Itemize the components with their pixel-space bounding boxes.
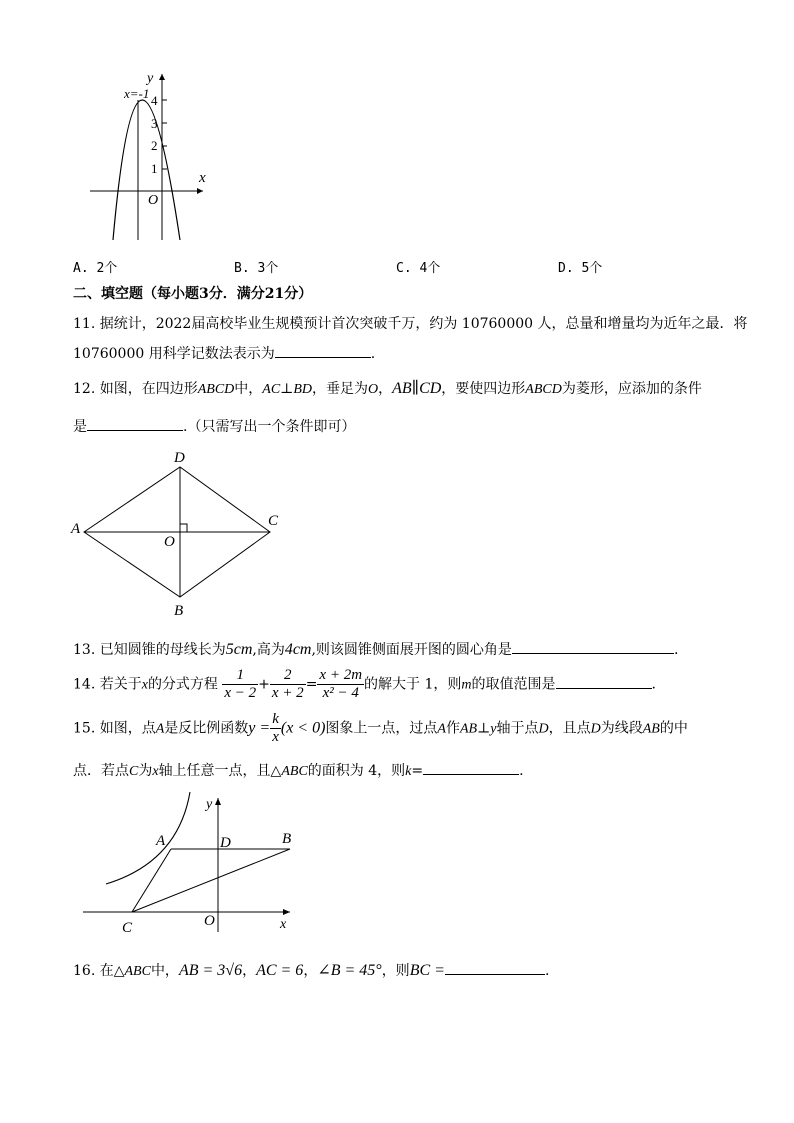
q15-D: D <box>538 721 549 737</box>
tick-3: 3 <box>151 116 158 131</box>
q15-l2a: 点．若点 <box>73 763 129 779</box>
q13-prefix: 13. 已知圆锥的母线长为 <box>73 642 226 658</box>
q12-tail2: 为菱形，应添加的条件 <box>561 381 702 397</box>
q15-line2 <box>73 760 524 780</box>
q15-mid7: 的中 <box>659 720 688 737</box>
q16-ac: AC = 6 <box>256 962 304 979</box>
q12-shi: 是 <box>73 419 87 435</box>
q12-answer-blank[interactable] <box>87 416 183 431</box>
q15-C: C <box>129 764 139 779</box>
option-a: A. 2个 <box>73 261 118 276</box>
q16-answer-blank[interactable] <box>445 960 545 975</box>
q15-prefix: 15. 如图，点 <box>73 720 156 737</box>
q12-mid2: ，垂足为 <box>312 381 368 397</box>
q15-yeq: y = <box>248 719 271 737</box>
q15-k: k <box>405 764 412 779</box>
q12-num: 12. 如图，在四边形 <box>73 381 198 397</box>
q15-mid5: ，且点 <box>548 720 591 737</box>
q15-mid1: 是反比例函数 <box>164 720 249 737</box>
q15-answer-blank[interactable] <box>423 760 519 775</box>
q13-line <box>73 639 678 659</box>
q15-mid3: 作 <box>445 720 460 737</box>
q14-end: . <box>651 676 656 693</box>
q12-mid1: 中， <box>234 381 263 397</box>
q15-mid6: 为线段 <box>600 720 643 737</box>
vertex-B: B <box>174 603 184 619</box>
q15-l2c: 轴上任意一点，且△ <box>158 763 282 779</box>
q15-mid2: 图象上一点，过点 <box>325 720 438 737</box>
q13-suffix: ,则该圆锥侧面展开图的圆心角是 <box>311 642 512 658</box>
q12-parallel: AB∥CD <box>392 380 442 397</box>
q14-x: x <box>141 677 148 693</box>
q15-A: A <box>155 721 165 737</box>
q11-answer-blank[interactable] <box>275 343 371 358</box>
q14-mid: 的分式方程 <box>147 676 218 693</box>
q12-hint: .（只需写出一个条件即可） <box>183 419 356 435</box>
g3-A: A <box>156 833 166 849</box>
q14-frac3: $\frac{x + 2m}{\text{x² − 4}}$ <box>319 667 363 701</box>
q15-abperp: AB⊥y <box>459 721 497 737</box>
g3-O: O <box>204 913 215 929</box>
q12-line2 <box>73 416 355 436</box>
q16-bc: BC = <box>409 962 445 979</box>
q15-D2: D <box>590 721 601 737</box>
g3-D: D <box>220 835 231 851</box>
option-d: D. 5个 <box>558 261 603 276</box>
q15-ABC: ABC <box>281 764 308 779</box>
q16-end: . <box>544 963 550 979</box>
x-axis-label: x <box>199 170 206 186</box>
vertex-C: C <box>268 513 279 529</box>
origin-label: O <box>148 193 159 208</box>
q13-answer-blank[interactable] <box>512 639 674 654</box>
q12-sep: ， <box>378 381 393 397</box>
tick-4: 4 <box>151 93 158 108</box>
q15-cond: (x < 0) <box>280 719 326 737</box>
y-axis-label: y <box>147 71 154 86</box>
q14-suffix: 的解大于 1，则 <box>364 676 462 693</box>
q11-line1: 11. 据统计，2022届高校毕业生规模预计首次突破千万，约为 10760000 人，总量和增量均为近年之最．将 <box>73 316 748 332</box>
q12-o: O <box>368 382 379 397</box>
q14-plus: + <box>258 676 270 693</box>
q16-ABC: ABC <box>124 964 151 979</box>
q14-suffix2: 的取值范围是 <box>471 676 556 693</box>
tick-2: 2 <box>151 138 158 153</box>
q13-end: . <box>673 642 679 658</box>
q12-abcd2: ABCD <box>525 382 562 397</box>
q14-frac1: $\frac{1}{x - 2}$ <box>224 667 257 701</box>
q15-l2d: 的面积为 4，则 <box>307 763 406 779</box>
q13-slant: 5cm <box>225 641 253 658</box>
q14-line <box>73 667 656 702</box>
option-c: C. 4个 <box>396 261 441 276</box>
q15-l2b: 为 <box>138 763 153 779</box>
q12-abcd: ABCD <box>197 382 235 397</box>
q16-sep2: ， <box>303 963 318 979</box>
q12-line1 <box>73 378 702 398</box>
q16-prefix: 16. 在△ <box>73 963 125 979</box>
q13-height: 4cm <box>284 641 312 658</box>
q14-frac2: $\frac{2}{x + 2}$ <box>271 667 304 701</box>
q16-mid2: ，则 <box>381 963 410 979</box>
q16-line <box>73 960 549 980</box>
rhombus-figure <box>66 445 296 620</box>
parabola-graph <box>85 70 215 245</box>
q15-mid4: 轴于点 <box>496 720 539 737</box>
q15-line1 <box>73 711 688 746</box>
g3-B: B <box>282 831 292 847</box>
tick-1: 1 <box>151 161 158 176</box>
section-title: 二、填空题（每小题3分．满分21分） <box>73 286 313 302</box>
q15-l2e: = <box>411 763 424 779</box>
vertex-O: O <box>164 534 175 550</box>
q16-mid: 中， <box>150 963 179 979</box>
q14-m: m <box>461 677 472 693</box>
vertex-label: x=-1 <box>124 86 150 101</box>
reciprocal-graph <box>78 792 308 940</box>
g3-y-label: y <box>206 797 213 812</box>
q14-answer-blank[interactable] <box>556 674 652 689</box>
q13-mid: ,高为 <box>252 642 285 658</box>
q16-sep1: ， <box>242 963 257 979</box>
vertex-D: D <box>174 450 185 466</box>
q15-end: . <box>519 763 524 779</box>
option-b: B. 3个 <box>234 261 279 276</box>
g3-x-label: x <box>280 917 287 932</box>
vertex-A: A <box>71 521 81 537</box>
g3-C: C <box>122 920 133 936</box>
q12-tail: ，要使四边形 <box>441 381 526 397</box>
q15-AB: AB <box>642 721 660 737</box>
q11-text: 10760000 用科学记数法表示为 <box>73 346 275 362</box>
q16-ab: AB = 3√6 <box>178 962 243 979</box>
q15-x: x <box>152 764 159 779</box>
q14-eq: = <box>305 676 318 693</box>
q15-A2: A <box>437 721 446 737</box>
q16-angle: ∠B = 45° <box>317 962 382 979</box>
q12-perp: AC⊥BD <box>262 382 312 397</box>
q15-frac: $\frac{k}{x}$ <box>272 711 279 745</box>
q11-end: . <box>370 346 376 362</box>
q14-prefix: 14. 若关于 <box>73 676 142 693</box>
q11-line2 <box>73 343 375 363</box>
